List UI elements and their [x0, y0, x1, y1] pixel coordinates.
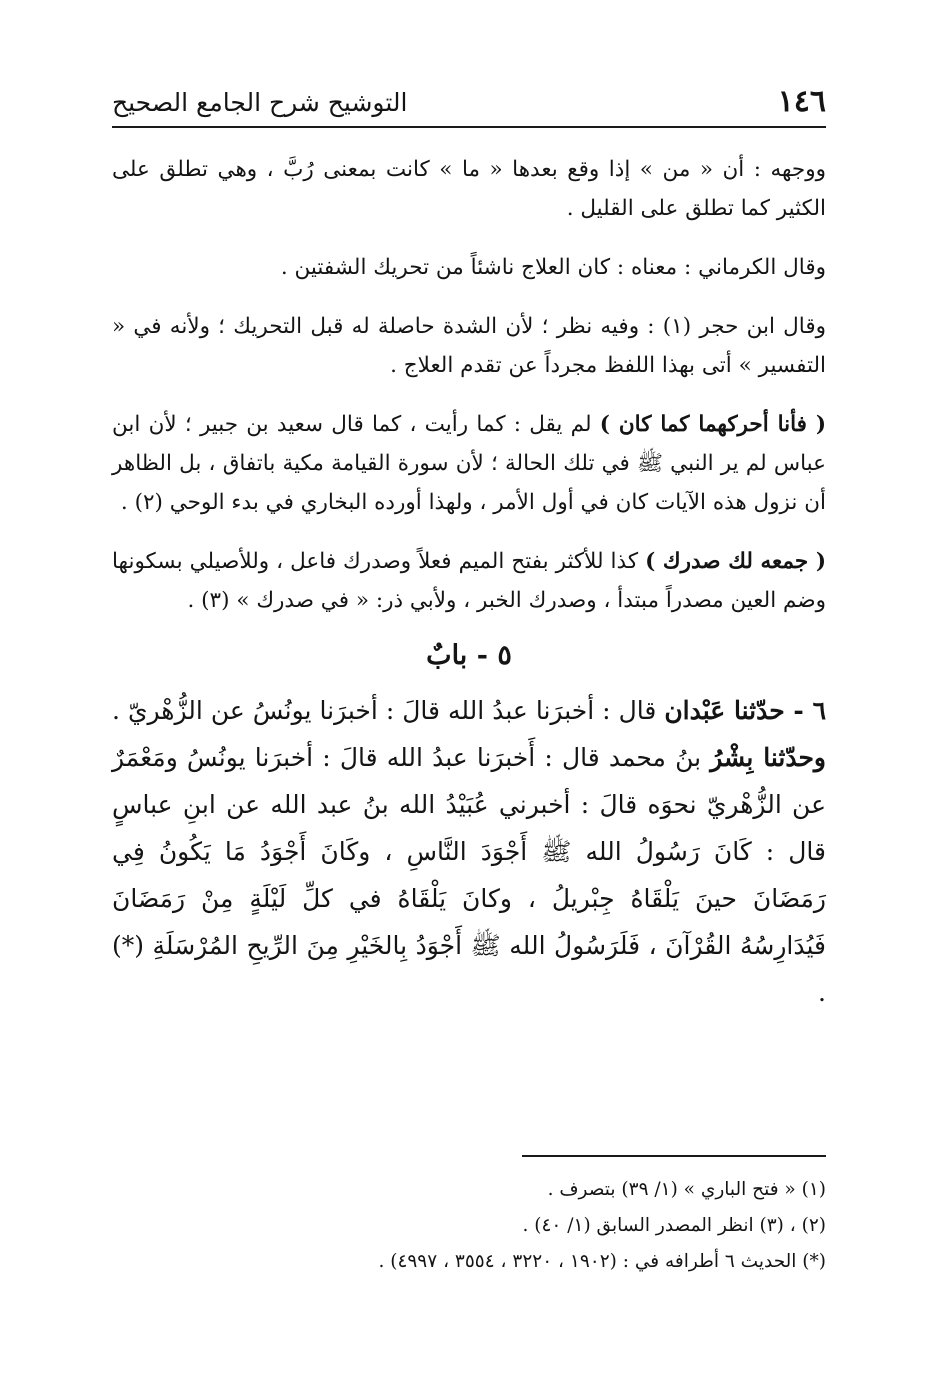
footnote-3: (*) الحديث ٦ أطرافه في : (١٩٠٢ ، ٣٢٢٠ ، ٣٥٥٤ ، ٤٩٩٧) . — [378, 1251, 826, 1272]
paragraph-text: كذا للأكثر بفتح الميم فعلاً وصدرك فاعل ، وللأصيلي بسكونها وضم العين مصدراً مبتدأ ، وصدرك الخبر ، ولأبي ذر: « في صدرك » (٣) . — [112, 549, 826, 613]
paragraph-text: ووجهه : أن « من » إذا وقع بعدها « ما » كانت بمعنى رُبَّ ، وهي تطلق على الكثير كما تطلق على القليل . — [112, 157, 826, 221]
page-header — [112, 82, 826, 128]
quoted-phrase: ( فأنا أحركهما كما كان ) — [599, 412, 827, 437]
paragraph-text: لم يقل : كما رأيت ، كما قال سعيد بن جبير ؛ لأن ابن عباس لم ير النبي ﷺ في تلك الحالة ؛ لأن سورة القيامة مكية باتفاق ، بل الظاهر أن نزول هذه الآيات كان في أول الأمر ، ولهذا أورده البخاري في بدء الوحي (٢) . — [112, 412, 826, 515]
hadith-segment: بنُ محمد قال : أَخبرَنا عبدُ الله قالَ : أخبرَنا يونُسُ ومَعْمَرٌ عن الزُّهْريّ نحوَه قالَ : أخبرني عُبَيْدُ الله بنُ عبد الله عن ابنِ عباسٍ قال : كَانَ رَسُولُ الله ﷺ أَجْوَدَ النَّاسِ ، وكَانَ أَجْوَدُ مَا يَكُونُ فِي رَمَضَانَ حينَ يَلْقَاهُ جِبْريلُ ، وكانَ يَلْقَاهُ في كلِّ لَيْلَةٍ مِنْ رَمَضَانَ فَيُدَارِسُهُ القُرْآنَ ، فَلَرَسُولُ الله ﷺ أَجْوَدُ بِالخَيْرِ مِنَ الرِّيحِ المُرْسَلَةِ (*) . — [112, 743, 826, 1007]
page-number: ١٤٦ — [777, 84, 826, 119]
running-title: التوشيح شرح الجامع الصحيح — [112, 88, 408, 117]
footnote-divider — [522, 1155, 826, 1157]
paragraph-1 — [112, 150, 826, 228]
paragraph-text: وقال ابن حجر (١) : وفيه نظر ؛ لأن الشدة حاصلة له قبل التحريك ؛ ولأنه في « التفسير » أتى بهذا اللفظ مجرداً عن تقدم العلاج . — [112, 314, 826, 378]
paragraph-text: وقال الكرماني : معناه : كان العلاج ناشئاً من تحريك الشفتين . — [280, 255, 826, 280]
quoted-phrase: ( جمعه لك صدرك ) — [645, 549, 826, 574]
section-heading: ٥ - بابٌ — [426, 640, 512, 671]
hadith-segment: حدّثنا عَبْدان — [664, 696, 785, 725]
paragraph-2 — [112, 248, 826, 287]
hadith-text — [112, 687, 826, 1016]
main-text — [112, 150, 826, 1016]
hadith-segment: وحدّثنا بِشْرُ — [710, 743, 826, 772]
hadith-number: ٦ - — [784, 696, 827, 725]
footnote-1: (١) « فتح الباري » (١/ ٣٩) بتصرف . — [547, 1179, 826, 1200]
footnote-2: (٢) ، (٣) انظر المصدر السابق (١/ ٤٠) . — [522, 1215, 826, 1236]
paragraph-4 — [112, 405, 826, 522]
paragraph-5 — [112, 542, 826, 620]
hadith-segment: قال : أخبرَنا عبدُ الله قالَ : أخبرَنا يونُسُ عن الزُّهْريّ . — [112, 696, 665, 725]
footnotes — [112, 1172, 826, 1280]
paragraph-3 — [112, 307, 826, 385]
